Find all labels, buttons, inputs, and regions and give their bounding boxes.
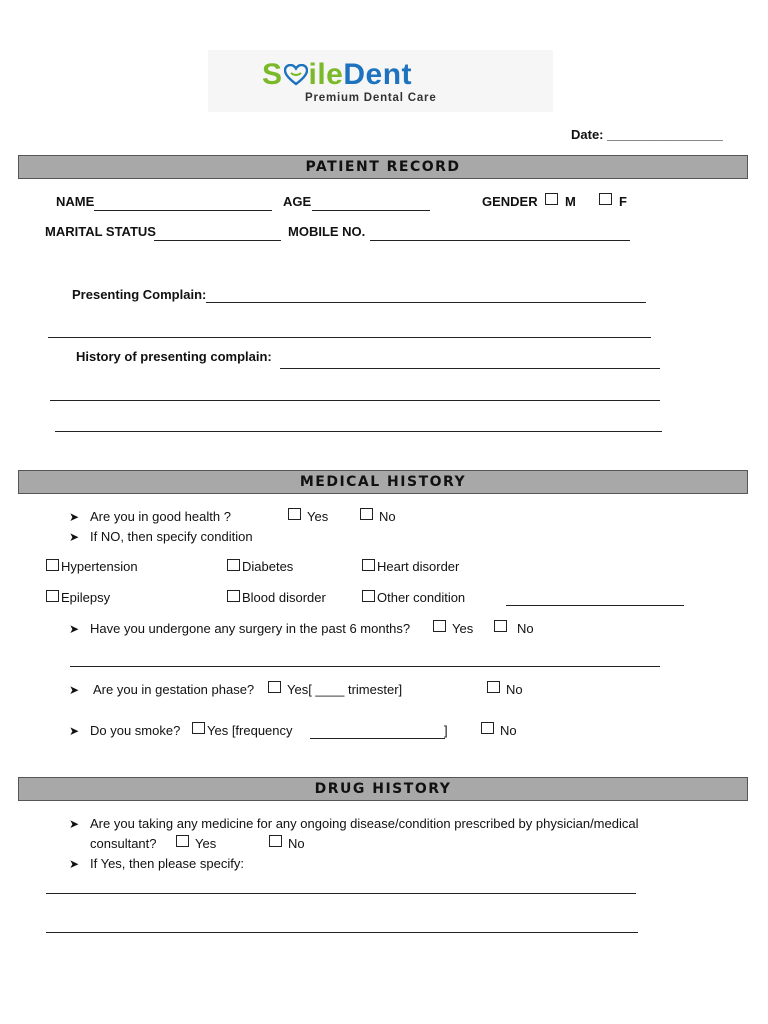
other-condition-input-line[interactable]: [506, 605, 684, 606]
smoke-frequency-line[interactable]: [310, 738, 445, 739]
good-health-question: Are you in good health ?: [90, 509, 231, 524]
epilepsy-checkbox[interactable]: [46, 590, 59, 602]
medicine-question-line2: consultant?: [90, 836, 157, 851]
blood-disorder-label: Blood disorder: [242, 590, 326, 605]
mobile-label: MOBILE NO.: [288, 224, 366, 239]
other-condition-checkbox[interactable]: [362, 590, 375, 602]
surgery-yes-checkbox[interactable]: [433, 620, 446, 632]
bullet-arrow-icon: ➤: [69, 622, 80, 636]
bullet-arrow-icon: ➤: [69, 724, 80, 738]
bullet-arrow-icon: ➤: [69, 857, 80, 871]
gender-m-checkbox[interactable]: [545, 193, 558, 205]
medicine-yes-label: Yes: [195, 836, 217, 851]
medical-history-header: [18, 470, 748, 494]
medicine-specify-text: If Yes, then please specify:: [90, 856, 244, 871]
history-line-3[interactable]: [55, 431, 662, 432]
epilepsy-label: Epilepsy: [61, 590, 111, 605]
gestation-question: Are you in gestation phase?: [93, 682, 255, 697]
patient-record-header: [18, 155, 748, 179]
medicine-no-label: No: [288, 836, 305, 851]
good-health-yes-label: Yes: [307, 509, 329, 524]
name-label: NAME: [56, 194, 95, 209]
gestation-yes-checkbox[interactable]: [268, 681, 281, 693]
smoke-question: Do you smoke?: [90, 723, 181, 738]
logo-letter-s: S: [262, 58, 283, 91]
drug-history-header: [18, 777, 748, 801]
smoke-yes-checkbox[interactable]: [192, 722, 205, 734]
hypertension-checkbox[interactable]: [46, 559, 59, 571]
medicine-details-line-2[interactable]: [46, 932, 638, 933]
history-label: History of presenting complain:: [76, 349, 272, 364]
medicine-no-checkbox[interactable]: [269, 835, 282, 847]
logo-letters-dent: Dent: [343, 58, 413, 91]
surgery-yes-label: Yes: [452, 621, 474, 636]
medicine-question-line1: Are you taking any medicine for any ongoing disease/condition prescribed by physician/medical: [90, 816, 639, 831]
heart-disorder-label: Heart disorder: [377, 559, 460, 574]
medicine-details-line-1[interactable]: [46, 893, 636, 894]
bullet-arrow-icon: ➤: [69, 683, 80, 697]
history-line-2[interactable]: [50, 400, 660, 401]
date-field[interactable]: Date: ________________: [571, 127, 723, 142]
mobile-input-line[interactable]: [370, 240, 630, 241]
medical-history-title: MEDICAL HISTORY: [299, 474, 467, 490]
smoke-no-checkbox[interactable]: [481, 722, 494, 734]
surgery-question: Have you undergone any surgery in the past 6 months?: [90, 621, 411, 636]
gender-f-checkbox[interactable]: [599, 193, 612, 205]
gestation-no-label: No: [506, 682, 523, 697]
bullet-arrow-icon: ➤: [69, 817, 80, 831]
tooth-heart-icon: [284, 64, 308, 86]
good-health-no-label: No: [379, 509, 396, 524]
gestation-no-checkbox[interactable]: [487, 681, 500, 693]
gestation-yes-label: Yes[ ____ trimester]: [287, 682, 403, 697]
surgery-no-checkbox[interactable]: [494, 620, 507, 632]
gender-f-label: F: [619, 194, 627, 209]
gender-m-label: M: [565, 194, 576, 209]
smoke-bracket: ]: [444, 723, 448, 738]
patient-record-title: PATIENT RECORD: [305, 159, 461, 175]
heart-disorder-checkbox[interactable]: [362, 559, 375, 571]
other-condition-label: Other condition: [377, 590, 466, 605]
marital-status-input-line[interactable]: [154, 240, 281, 241]
good-health-no-checkbox[interactable]: [360, 508, 373, 520]
hypertension-label: Hypertension: [61, 559, 138, 574]
age-input-line[interactable]: [312, 210, 430, 211]
presenting-complain-line-1[interactable]: [206, 302, 646, 303]
specify-condition-text: If NO, then specify condition: [90, 529, 253, 544]
surgery-no-label: No: [517, 621, 534, 636]
logo: [262, 58, 412, 92]
medicine-yes-checkbox[interactable]: [176, 835, 189, 847]
surgery-details-line[interactable]: [70, 666, 660, 667]
marital-status-label: MARITAL STATUS: [45, 224, 156, 239]
smoke-yes-label: Yes [frequency: [207, 723, 293, 738]
diabetes-label: Diabetes: [242, 559, 294, 574]
presenting-complain-line-2[interactable]: [48, 337, 651, 338]
bullet-arrow-icon: ➤: [69, 510, 80, 524]
logo-letters-ile: ile: [308, 58, 344, 91]
blood-disorder-checkbox[interactable]: [227, 590, 240, 602]
age-label: AGE: [283, 194, 312, 209]
good-health-yes-checkbox[interactable]: [288, 508, 301, 520]
name-input-line[interactable]: [94, 210, 272, 211]
drug-history-title: DRUG HISTORY: [314, 781, 452, 797]
smoke-no-label: No: [500, 723, 517, 738]
bullet-arrow-icon: ➤: [69, 530, 80, 544]
logo-tagline: Premium Dental Care: [305, 92, 437, 104]
gender-label: GENDER: [482, 194, 538, 209]
presenting-complain-label: Presenting Complain:: [72, 287, 207, 302]
history-line-1[interactable]: [280, 368, 660, 369]
diabetes-checkbox[interactable]: [227, 559, 240, 571]
